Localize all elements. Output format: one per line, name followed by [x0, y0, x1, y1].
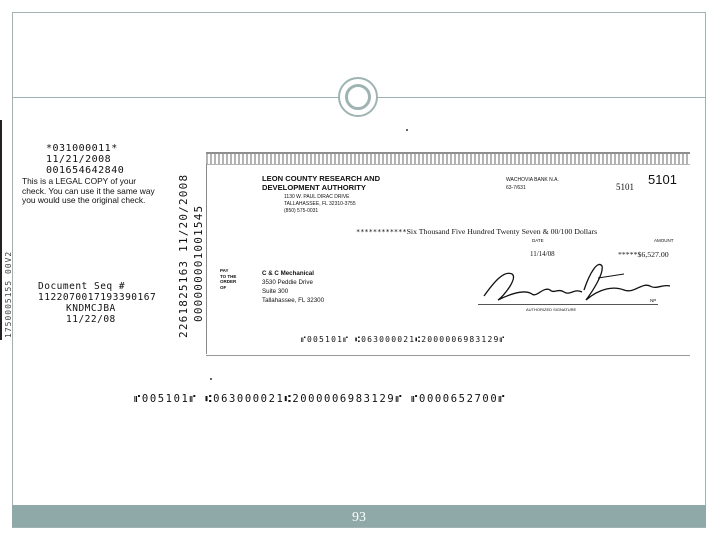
check-left-border	[206, 164, 207, 354]
document-seq-block	[38, 281, 156, 325]
vertical-account-number: 000000001001545	[192, 204, 205, 322]
check-amount: *****$6,527.00	[618, 250, 669, 259]
issuer-name	[262, 174, 380, 192]
issuer-city: TALLAHASSEE, FL 32310-3755	[284, 201, 356, 207]
issuer-name-line2: DEVELOPMENT AUTHORITY	[262, 183, 366, 192]
signature-label: AUTHORIZED SIGNATURE	[526, 307, 577, 312]
check-image	[206, 152, 690, 357]
pay-to-line3: ORDER	[220, 279, 237, 284]
handwritten-signature	[474, 252, 674, 312]
signature-line	[478, 304, 658, 305]
document-seq-date: 11/22/08	[66, 314, 116, 325]
edge-vertical-text: 1750005155 00V2	[4, 250, 13, 338]
check-micr-line: ⑈005101⑈ ⑆063000021⑆2000006983129⑈	[301, 335, 506, 344]
legal-copy-notice: This is a LEGAL COPY of your check. You can use it the same way you would use the original check.	[22, 176, 155, 206]
payee-city: Tallahassee, FL 32300	[262, 297, 325, 304]
decorative-ring-icon	[338, 77, 378, 117]
stamp-sequence: 001654642840	[46, 165, 125, 176]
scan-speck	[406, 129, 408, 131]
pay-to-line4: OF	[220, 284, 227, 290]
date-label: DATE	[532, 238, 544, 243]
document-seq-code: KNDMCJBA	[66, 303, 116, 314]
scan-speck	[210, 378, 212, 380]
bank-stamp	[46, 143, 124, 176]
bank-routing: 63-7/631	[506, 185, 526, 191]
document-seq-number: 1122070017193390167	[38, 292, 157, 303]
pay-to-line1: PAY	[220, 268, 229, 273]
amount-in-words	[356, 227, 597, 236]
vertical-item-date: 2261825163 11/20/2008	[177, 173, 190, 338]
issuer-phone: (850) 575-0031	[284, 208, 319, 214]
check-bottom-border	[206, 355, 690, 356]
check-date: 11/14/08	[530, 250, 555, 258]
bank-name: WACHOVIA BANK N.A.	[506, 177, 559, 183]
page-number: 93	[352, 510, 366, 525]
amount-words-text: Six Thousand Five Hundred Twenty Seven & 00/100 Dollars	[406, 227, 598, 236]
signature-mark: NP	[650, 298, 657, 303]
check-number-small: 5101	[616, 182, 634, 192]
issuer-street: 1130 W. PAUL DIRAC DRIVE	[284, 194, 350, 200]
stamp-routing: *031000011*	[46, 143, 118, 154]
pay-to-line2: TO THE	[220, 273, 237, 279]
payee-block	[262, 269, 324, 305]
check-number-large: 5101	[648, 172, 677, 187]
document-seq-label: Document Seq #	[38, 281, 126, 292]
issuer-name-line1: LEON COUNTY RESEARCH AND	[262, 174, 381, 183]
bottom-micr-line: ⑈005101⑈ ⑆063000021⑆2000006983129⑈ ⑈0000652700⑈	[134, 393, 507, 405]
pay-to-label	[220, 268, 236, 290]
check-security-band	[206, 152, 690, 165]
slide-footer	[12, 505, 706, 527]
payee-street: 3530 Peddie Drive	[262, 279, 313, 286]
payee-name: C & C Mechanical	[262, 270, 314, 277]
amount-label: AMOUNT	[654, 238, 674, 243]
amount-words-prefix: ************	[356, 228, 407, 236]
payee-suite: Suite 300	[262, 288, 289, 295]
issuer-address	[284, 194, 356, 215]
stamp-date: 11/21/2008	[46, 154, 112, 165]
